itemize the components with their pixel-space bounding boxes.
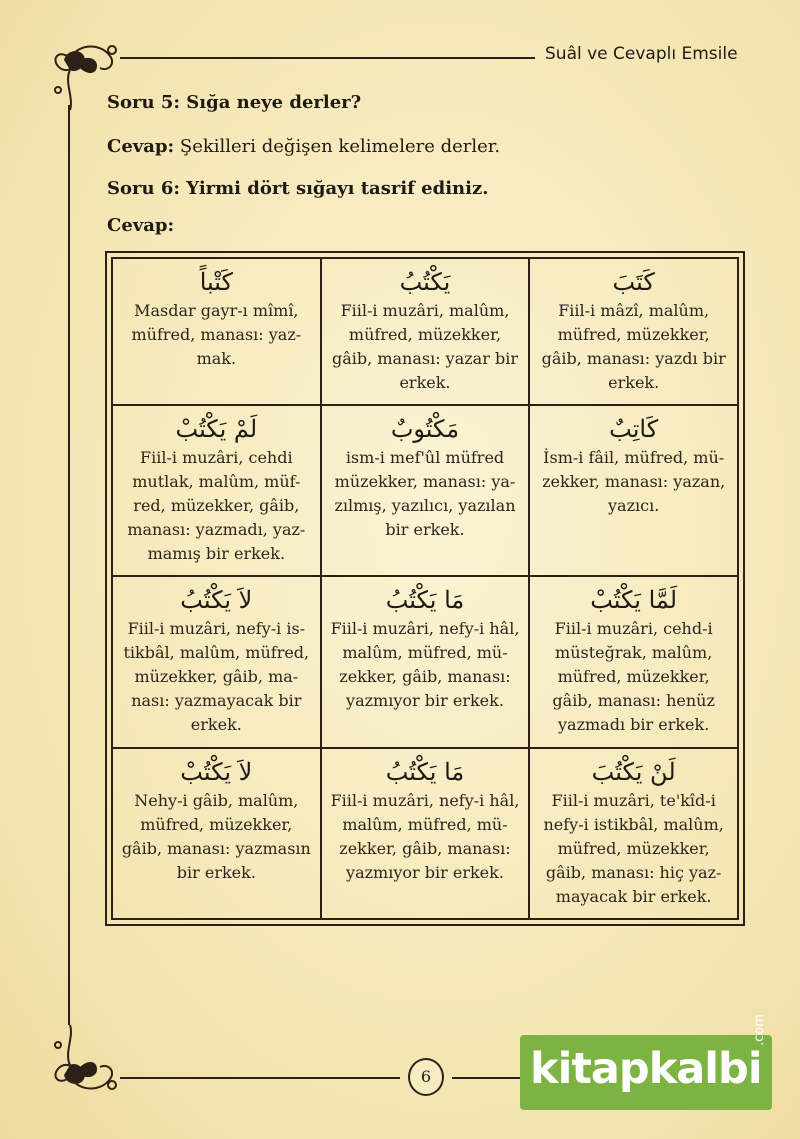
question-6: Soru 6: Yirmi dört sığayı tasrif ediniz. bbox=[107, 178, 489, 199]
watermark-text: kitapkalbi bbox=[530, 1044, 762, 1094]
answer-6: Cevap: bbox=[107, 215, 175, 236]
page-number: 6 bbox=[408, 1058, 444, 1096]
table-cell: كَتَبَ Fiil-i mâzî, malûm, müfred, müzekker, gâib, manası: yazdı bir erkek. bbox=[529, 258, 738, 405]
answer-5: Cevap: Şekilleri değişen kelimelere derler. bbox=[107, 136, 501, 157]
table-cell: كَاتِبٌ İsm-i fâil, müfred, mü-zekker, manası: yazan, yazıcı. bbox=[529, 405, 738, 576]
table-cell: لاَ يَكْتُبُ Fiil-i muzâri, nefy-i is-tikbâl, malûm, müfred, müzekker, gâib, ma-nası: yazmayacak bir erkek. bbox=[112, 576, 321, 747]
table-row bbox=[112, 748, 738, 919]
table-cell: لَمْ يَكْتُبْ Fiil-i muzâri, cehdi mutlak, malûm, müf-red, müzekker, gâib, manası: yazmadı, yaz-mamış bir erkek. bbox=[112, 405, 321, 576]
question-5: Soru 5: Sığa neye derler? bbox=[107, 92, 362, 113]
table-cell: مَكْتُوبٌ ism-i mef'ûl müfred müzekker, manası: ya-zılmış, yazılıcı, yazılan bir erkek. bbox=[321, 405, 530, 576]
table-cell: لَنْ يَكْتُبَ Fiil-i muzâri, te'kîd-i nefy-i istikbâl, malûm, müfred, müzekker, gâib, manası: hiç yaz-mayacak bir erkek. bbox=[529, 748, 738, 919]
table-row bbox=[112, 405, 738, 576]
table-cell: مَا يَكْتُبُ Fiil-i muzâri, nefy-i hâl, malûm, müfred, mü-zekker, gâib, manası: yazmıyor bir erkek. bbox=[321, 748, 530, 919]
table-cell: لاَ يَكْتُبْ Nehy-i gâib, malûm, müfred, müzekker, gâib, manası: yazmasın bir erkek. bbox=[112, 748, 321, 919]
frame-left-line bbox=[68, 105, 70, 1025]
table-cell: كَتْباً Masdar gayr-ı mîmî, müfred, manası: yaz-mak. bbox=[112, 258, 321, 405]
table-row bbox=[112, 576, 738, 747]
table-cell: يَكْتُبُ Fiil-i muzâri, malûm, müfred, müzekker, gâib, manası: yazar bir erkek. bbox=[321, 258, 530, 405]
frame-top-line bbox=[120, 57, 535, 59]
watermark-suffix: .com bbox=[752, 1014, 767, 1046]
corner-ornament-bottom-icon bbox=[40, 1015, 140, 1115]
table-row bbox=[112, 258, 738, 405]
frame-bottom-line-left bbox=[120, 1077, 400, 1079]
conjugation-table bbox=[105, 251, 745, 926]
table-cell: مَا يَكْتُبُ Fiil-i muzâri, nefy-i hâl, malûm, müfred, mü-zekker, gâib, manası: yazmıyor bir erkek. bbox=[321, 576, 530, 747]
frame-bottom-line-right bbox=[452, 1077, 522, 1079]
running-header: Suâl ve Cevaplı Emsile bbox=[545, 44, 738, 64]
table-cell: لَمَّا يَكْتُبْ Fiil-i muzâri, cehd-i müsteğrak, malûm, müfred, müzekker, gâib, manası: henüz yazmadı bir erkek. bbox=[529, 576, 738, 747]
